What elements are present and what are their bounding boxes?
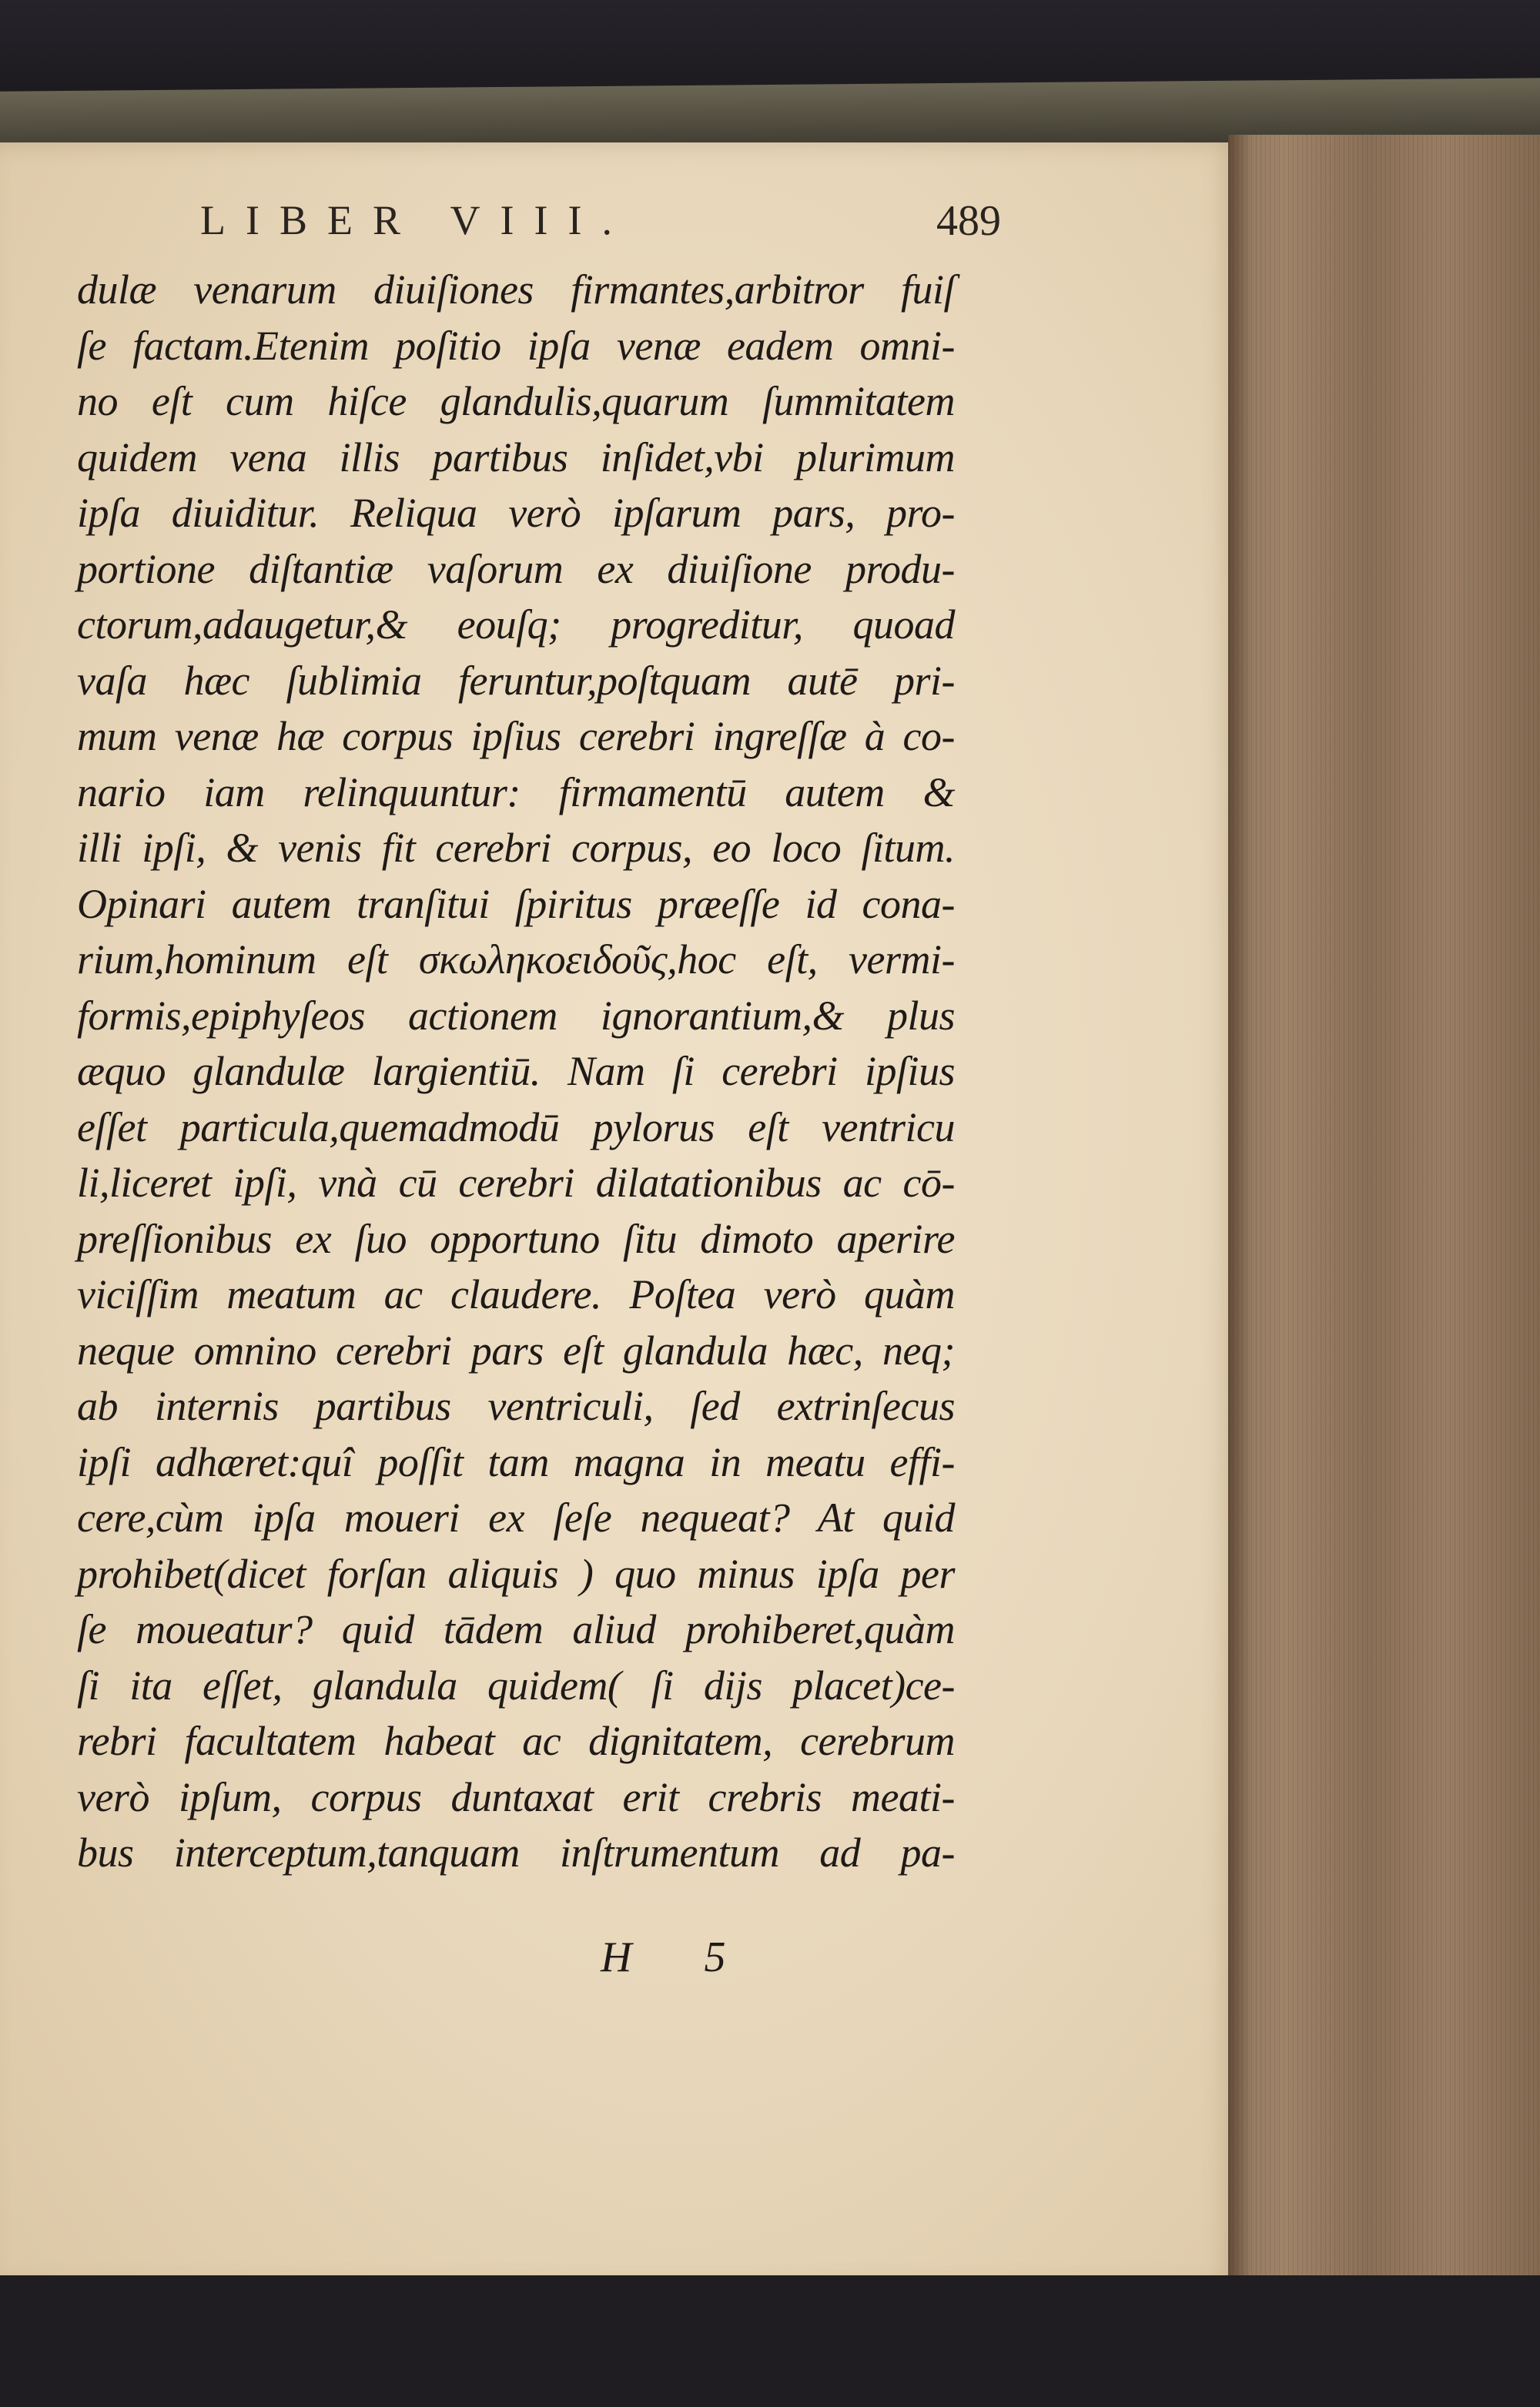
text-line: preſſionibus ex ſuo opportuno ſitu dimoto aperire bbox=[77, 1215, 955, 1262]
text-line: verò ipſum, corpus duntaxat erit crebris meati- bbox=[77, 1773, 955, 1820]
text-line: no eſt cum hiſce glandulis,quarum ſummitatem bbox=[77, 378, 955, 424]
text-line: mum venæ hæ corpus ipſius cerebri ingreſſæ à co- bbox=[77, 713, 955, 759]
gutter-shadow bbox=[1228, 135, 1251, 2275]
running-head: LIBER VIII. bbox=[200, 197, 632, 243]
text-line: prohibet(dicet forſan aliquis ) quo minus ipſa per bbox=[77, 1550, 955, 1597]
signature-mark: H 5 bbox=[601, 1933, 757, 1981]
text-line: rebri facultatem habeat ac dignitatem, cerebrum bbox=[77, 1718, 955, 1764]
text-line: ipſi adhæret:quî poſſit tam magna in meatu effi- bbox=[77, 1438, 955, 1485]
text-line: bus interceptum,tanquam inſtrumentum ad pa- bbox=[77, 1830, 955, 1876]
text-line: ſi ita eſſet, glandula quidem( ſi dijs placet)ce- bbox=[77, 1662, 955, 1709]
text-line: portione diſtantiæ vaſorum ex diuiſione produ- bbox=[77, 545, 955, 592]
text-line: li,liceret ipſi, vnà cū cerebri dilatationibus ac cō- bbox=[77, 1160, 955, 1206]
text-line: ab internis partibus ventriculi, ſed extrinſecus bbox=[77, 1383, 955, 1429]
text-line: nario iam relinquuntur: firmamentū autem & bbox=[77, 768, 955, 815]
text-line: ipſa diuiditur. Reliqua verò ipſarum pars, pro- bbox=[77, 490, 955, 536]
text-line: vaſa hæc ſublimia feruntur,poſtquam autē pri- bbox=[77, 657, 955, 704]
page-number: 489 bbox=[936, 197, 1001, 245]
text-line: rium,hominum eſt σκωληκοειδοῦς,hoc eſt, vermi- bbox=[77, 936, 955, 983]
text-line: neque omnino cerebri pars eſt glandula hæc, neq; bbox=[77, 1327, 955, 1374]
text-line: formis,epiphyſeos actionem ignorantium,& plus bbox=[77, 992, 955, 1039]
text-line: dulæ venarum diuiſiones firmantes,arbitror fuiſ bbox=[77, 266, 955, 313]
text-line: eſſet particula,quemadmodū pylorus eſt ventricu bbox=[77, 1103, 955, 1150]
background-bottom bbox=[0, 2275, 1540, 2407]
text-line: viciſſim meatum ac claudere. Poſtea verò quàm bbox=[77, 1271, 955, 1317]
text-line: illi ipſi, & venis fit cerebri corpus, eo loco ſitum. bbox=[77, 825, 955, 871]
text-line: cere,cùm ipſa moueri ex ſeſe nequeat? At quid bbox=[77, 1495, 955, 1541]
page-fore-edge bbox=[1228, 135, 1540, 2275]
text-line: quidem vena illis partibus inſidet,vbi plurimum bbox=[77, 434, 955, 480]
text-line: æquo glandulæ largientiū. Nam ſi cerebri ipſius bbox=[77, 1048, 955, 1094]
text-line: ſe moueatur? quid tādem aliud prohiberet,quàm bbox=[77, 1606, 955, 1652]
text-line: ctorum,adaugetur,& eouſq; progreditur, quoad bbox=[77, 601, 955, 648]
text-line: Opinari autem tranſitui ſpiritus præeſſe id cona- bbox=[77, 880, 955, 927]
body-text bbox=[77, 262, 955, 1881]
page-header bbox=[200, 196, 1001, 250]
text-line: ſe factam.Etenim poſitio ipſa venæ eadem omni- bbox=[77, 322, 955, 369]
